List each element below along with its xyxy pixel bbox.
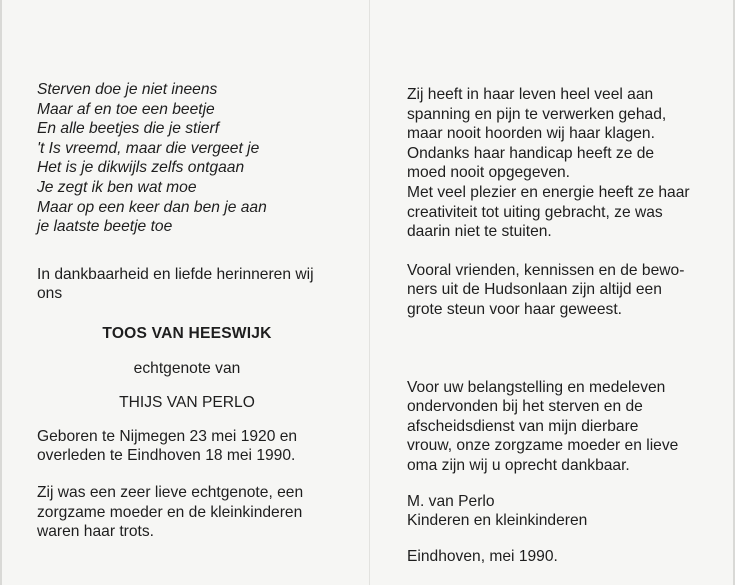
card-fold (369, 0, 370, 585)
left-panel (37, 80, 337, 542)
life-dates (37, 427, 337, 466)
life-line: Met veel plezier en energie heeft ze haar (407, 183, 690, 201)
life-line: creativiteit tot uiting gebracht, ze was (407, 203, 663, 221)
life-line: spanning en pijn te verwerken gehad, (407, 105, 667, 123)
signature (407, 492, 703, 531)
date-line: Geboren te Nijmegen 23 mei 1920 en (37, 427, 298, 445)
thanks-line: vrouw, onze zorgzame moeder en lieve (407, 437, 679, 455)
relation-label: echtgenote van (133, 359, 241, 377)
life-line: daarin niet te stuiten. (407, 223, 552, 241)
thanks-line: ondervonden bij het sterven en de (407, 398, 643, 416)
life-line: Zij heeft in haar leven heel veel aan (407, 86, 654, 103)
remembrance-line: In dankbaarheid en liefde herinneren wij (37, 265, 314, 283)
remembrance-intro (37, 265, 337, 304)
friends-line: Vooral vrienden, kennissen en de bewo- (407, 261, 685, 279)
tribute-line: Zij was een zeer lieve echtgenote, een (37, 483, 304, 501)
life-line: maar nooit hoorden wij haar klagen. (407, 125, 655, 143)
thanks-line: afscheidsdienst van mijn dierbare (407, 417, 639, 435)
date-line: overleden te Eindhoven 18 mei 1990. (37, 447, 296, 465)
deceased-name: TOOS VAN HEESWIJK (102, 324, 272, 342)
poem-line: Het is je dikwijls zelfs ontgaan (37, 159, 245, 177)
thanks-paragraph (407, 378, 703, 476)
life-paragraph (407, 85, 703, 242)
poem-line: Je zegt ik ben wat moe (37, 178, 197, 196)
signature-line: Kinderen en kleinkinderen (407, 512, 588, 530)
remembrance-line: ons (37, 285, 63, 303)
place-date: Eindhoven, mei 1990. (407, 547, 558, 565)
life-line: moed nooit opgegeven. (407, 164, 570, 182)
poem (37, 80, 337, 237)
poem-line: Maar af en toe een beetje (37, 100, 215, 118)
thanks-line: Voor uw belangstelling en medeleven (407, 378, 666, 396)
tribute-line: zorgzame moeder en de kleinkinderen (37, 503, 303, 521)
poem-line: je laatste beetje toe (37, 218, 173, 236)
signature-line: M. van Perlo (407, 492, 495, 510)
friends-line: ners uit de Hudsonlaan zijn altijd een (407, 281, 662, 299)
poem-line: Maar op een keer dan ben je aan (37, 198, 267, 216)
friends-paragraph (407, 261, 703, 320)
poem-line: En alle beetjes die je stierf (37, 120, 220, 138)
life-line: Ondanks haar handicap heeft ze de (407, 144, 655, 162)
tribute (37, 483, 337, 542)
poem-line: Sterven doe je niet ineens (37, 81, 218, 98)
friends-line: grote steun voor haar geweest. (407, 300, 622, 318)
poem-line: 't Is vreemd, maar die vergeet je (37, 139, 260, 157)
tribute-line: waren haar trots. (37, 523, 155, 541)
right-panel (407, 85, 703, 566)
spouse-name: THIJS VAN PERLO (119, 394, 255, 412)
thanks-line: oma zijn wij u oprecht dankbaar. (407, 456, 630, 474)
